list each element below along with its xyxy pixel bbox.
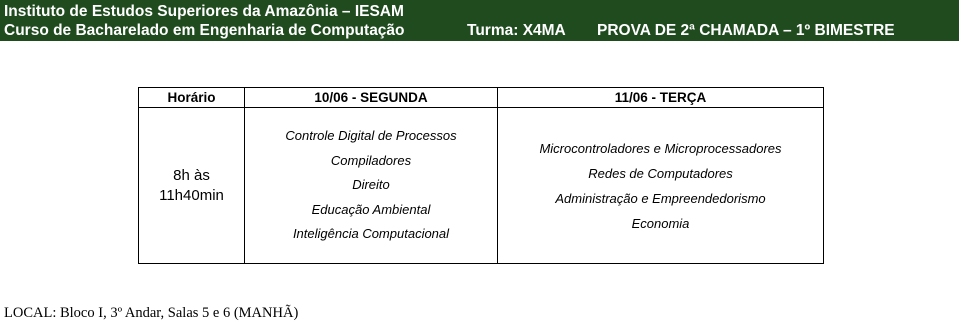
subject-item: Inteligência Computacional bbox=[292, 226, 450, 242]
schedule-row bbox=[139, 108, 824, 264]
header-tuesday: 11/06 - TERÇA bbox=[498, 88, 824, 108]
header-time: Horário bbox=[139, 88, 245, 108]
location-note: LOCAL: Bloco I, 3º Andar, Salas 5 e 6 (MANHÃ) bbox=[4, 305, 299, 321]
exam-title: PROVA DE 2ª CHAMADA – 1º BIMESTRE bbox=[597, 22, 895, 39]
tuesday-subjects bbox=[498, 108, 824, 264]
class-label: Turma: X4MA bbox=[467, 22, 566, 39]
subject-item: Educação Ambiental bbox=[311, 201, 431, 217]
subject-item: Administração e Empreendedorismo bbox=[555, 190, 766, 206]
subject-item: Redes de Computadores bbox=[588, 165, 733, 181]
time-start: 8h às bbox=[173, 166, 210, 184]
header-monday: 10/06 - SEGUNDA bbox=[245, 88, 498, 108]
schedule-header-row bbox=[139, 88, 824, 108]
institution-name: Instituto de Estudos Superiores da Amazônia – IESAM bbox=[4, 3, 404, 20]
subject-item: Economia bbox=[631, 215, 690, 231]
monday-subjects bbox=[245, 108, 498, 264]
subject-item: Compiladores bbox=[330, 152, 412, 168]
time-cell bbox=[139, 108, 245, 264]
subject-item: Controle Digital de Processos bbox=[285, 128, 457, 144]
course-name: Curso de Bacharelado em Engenharia de Computação bbox=[4, 22, 405, 39]
subject-item: Microcontroladores e Microprocessadores bbox=[539, 140, 782, 156]
time-end: 11h40min bbox=[159, 186, 224, 204]
header-banner bbox=[0, 0, 959, 41]
subject-item: Direito bbox=[352, 177, 390, 193]
exam-schedule-table bbox=[138, 87, 824, 264]
